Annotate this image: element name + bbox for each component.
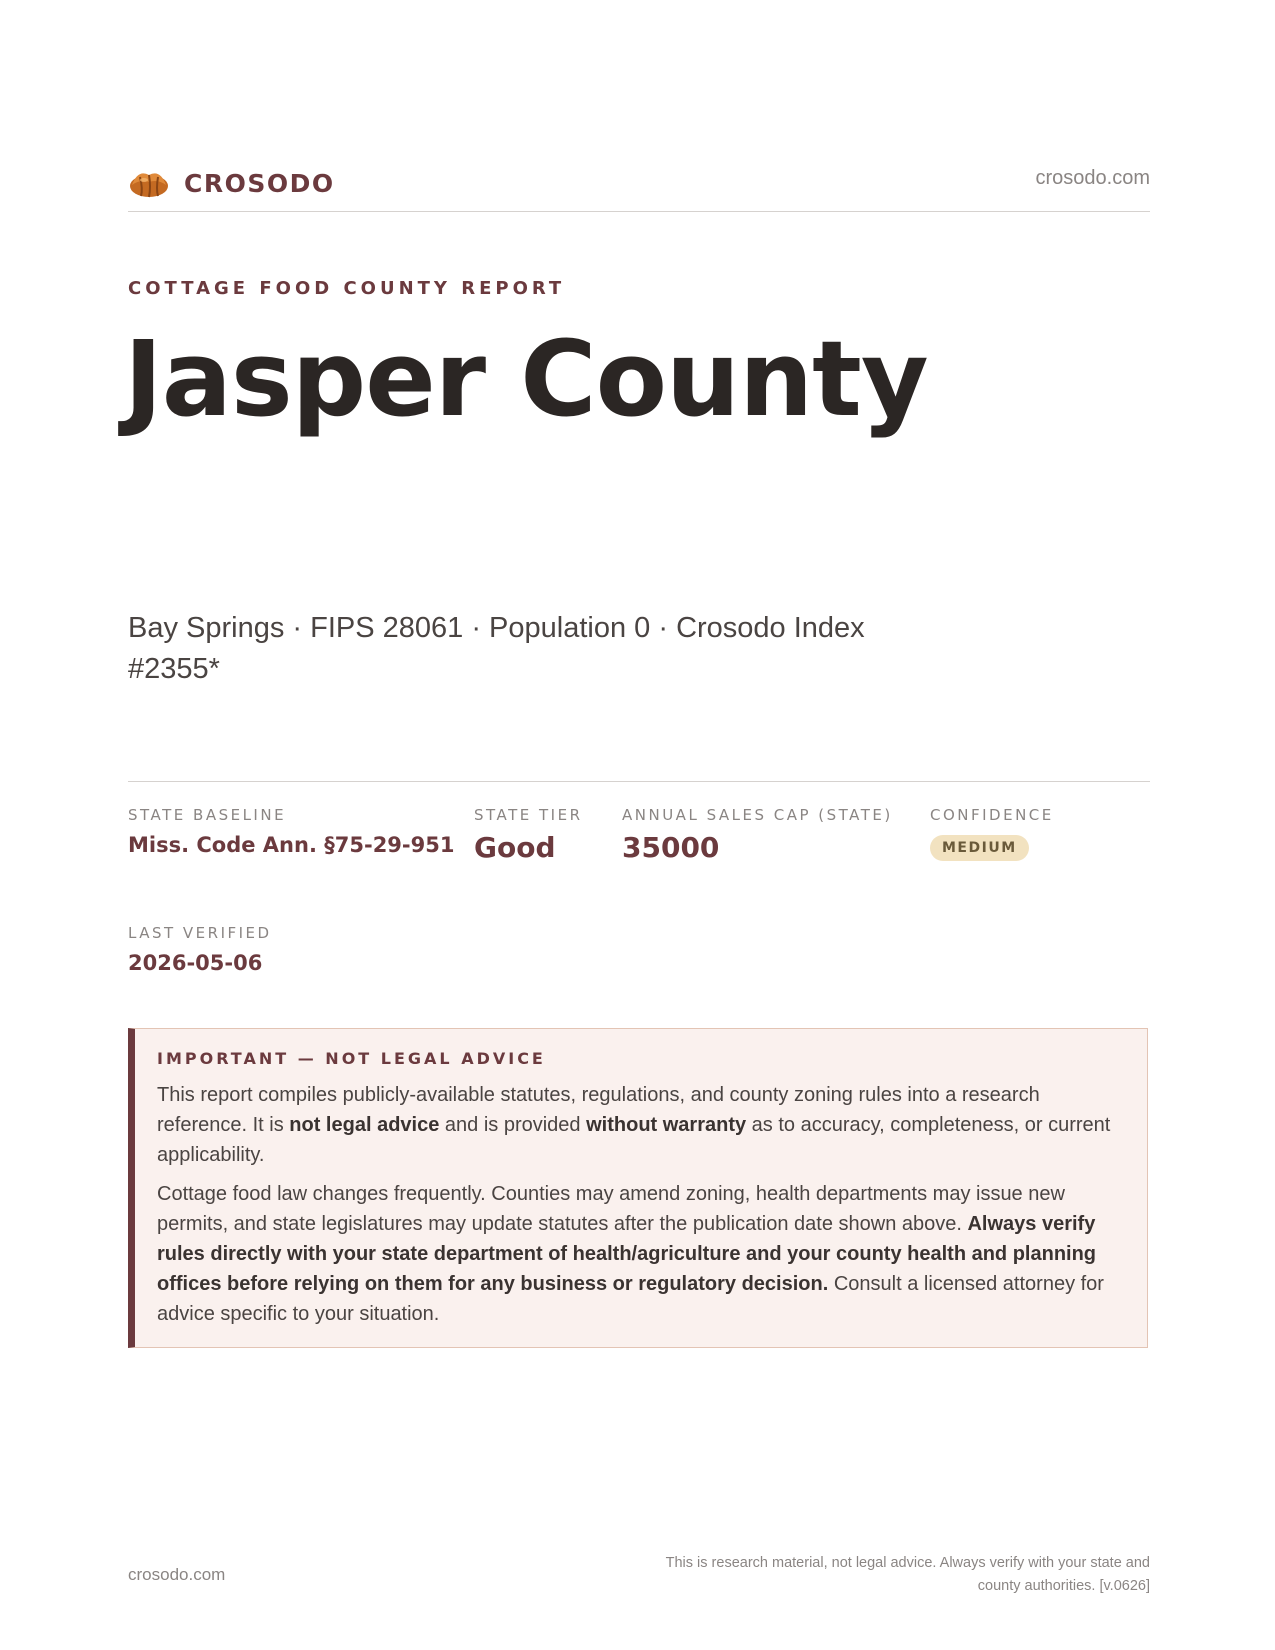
stat-state-tier <box>474 806 583 864</box>
notice-emphasis: not legal advice <box>289 1114 440 1136</box>
notice-text: and is provided <box>439 1114 587 1136</box>
stat-last-verified <box>128 924 272 975</box>
stat-confidence <box>930 806 1054 861</box>
stat-label: ANNUAL SALES CAP (STATE) <box>622 806 893 824</box>
brand[interactable] <box>128 163 335 203</box>
notice-text: Cottage food law changes frequently. Counties may amend zoning, health departments may issue new permits, and state legislatures may update statutes after the publication date shown above. <box>157 1183 1065 1235</box>
stat-value: Good <box>474 831 556 864</box>
notice-text: This report compiles publicly-available statutes, regulations, and county zoning rules into a research reference. It is <box>157 1084 1040 1136</box>
header-url[interactable]: crosodo.com <box>1035 167 1150 189</box>
divider <box>128 781 1150 782</box>
stat-value: 2026-05-06 <box>128 951 263 975</box>
notice-emphasis: without warranty <box>586 1114 747 1136</box>
notice-text: Consult a licensed attorney for advice specific to your situation. <box>157 1273 1104 1325</box>
report-page <box>124 0 1150 1650</box>
croissant-icon <box>128 163 170 203</box>
stat-label: CONFIDENCE <box>930 806 1054 824</box>
report-eyebrow: COTTAGE FOOD COUNTY REPORT <box>128 278 566 299</box>
notice-paragraph <box>157 1179 1125 1329</box>
notice-title: IMPORTANT — NOT LEGAL ADVICE <box>157 1049 546 1068</box>
footer-url[interactable]: crosodo.com <box>128 1565 226 1584</box>
report-subtitle: Bay Springs · FIPS 28061 · Population 0 · Crosodo Index #2355* <box>128 612 865 685</box>
notice-text: as to accuracy, completeness, or current applicability. <box>157 1114 1111 1166</box>
page-header <box>128 155 1150 212</box>
stat-label: LAST VERIFIED <box>128 924 272 942</box>
brand-name: CROSODO <box>184 168 335 198</box>
stat-value: Miss. Code Ann. §75-29-951 <box>128 833 455 857</box>
notice-emphasis: Always verify rules directly with your state department of health/agriculture and your county health and planning offices before relying on them for any business or regulatory decision. <box>157 1213 1097 1295</box>
stat-annual-sales-cap <box>622 806 893 864</box>
stat-state-baseline <box>128 806 454 857</box>
stat-label: STATE TIER <box>474 806 583 824</box>
confidence-badge: MEDIUM <box>930 835 1029 861</box>
notice-paragraph <box>157 1080 1125 1170</box>
stat-label: STATE BASELINE <box>128 806 287 824</box>
legal-notice <box>128 1028 1148 1348</box>
footer-disclaimer: This is research material, not legal advice. Always verify with your state and county authorities. [v.0626] <box>665 1555 1150 1594</box>
stat-value: 35000 <box>622 831 720 864</box>
page-title: Jasper County <box>124 318 928 440</box>
